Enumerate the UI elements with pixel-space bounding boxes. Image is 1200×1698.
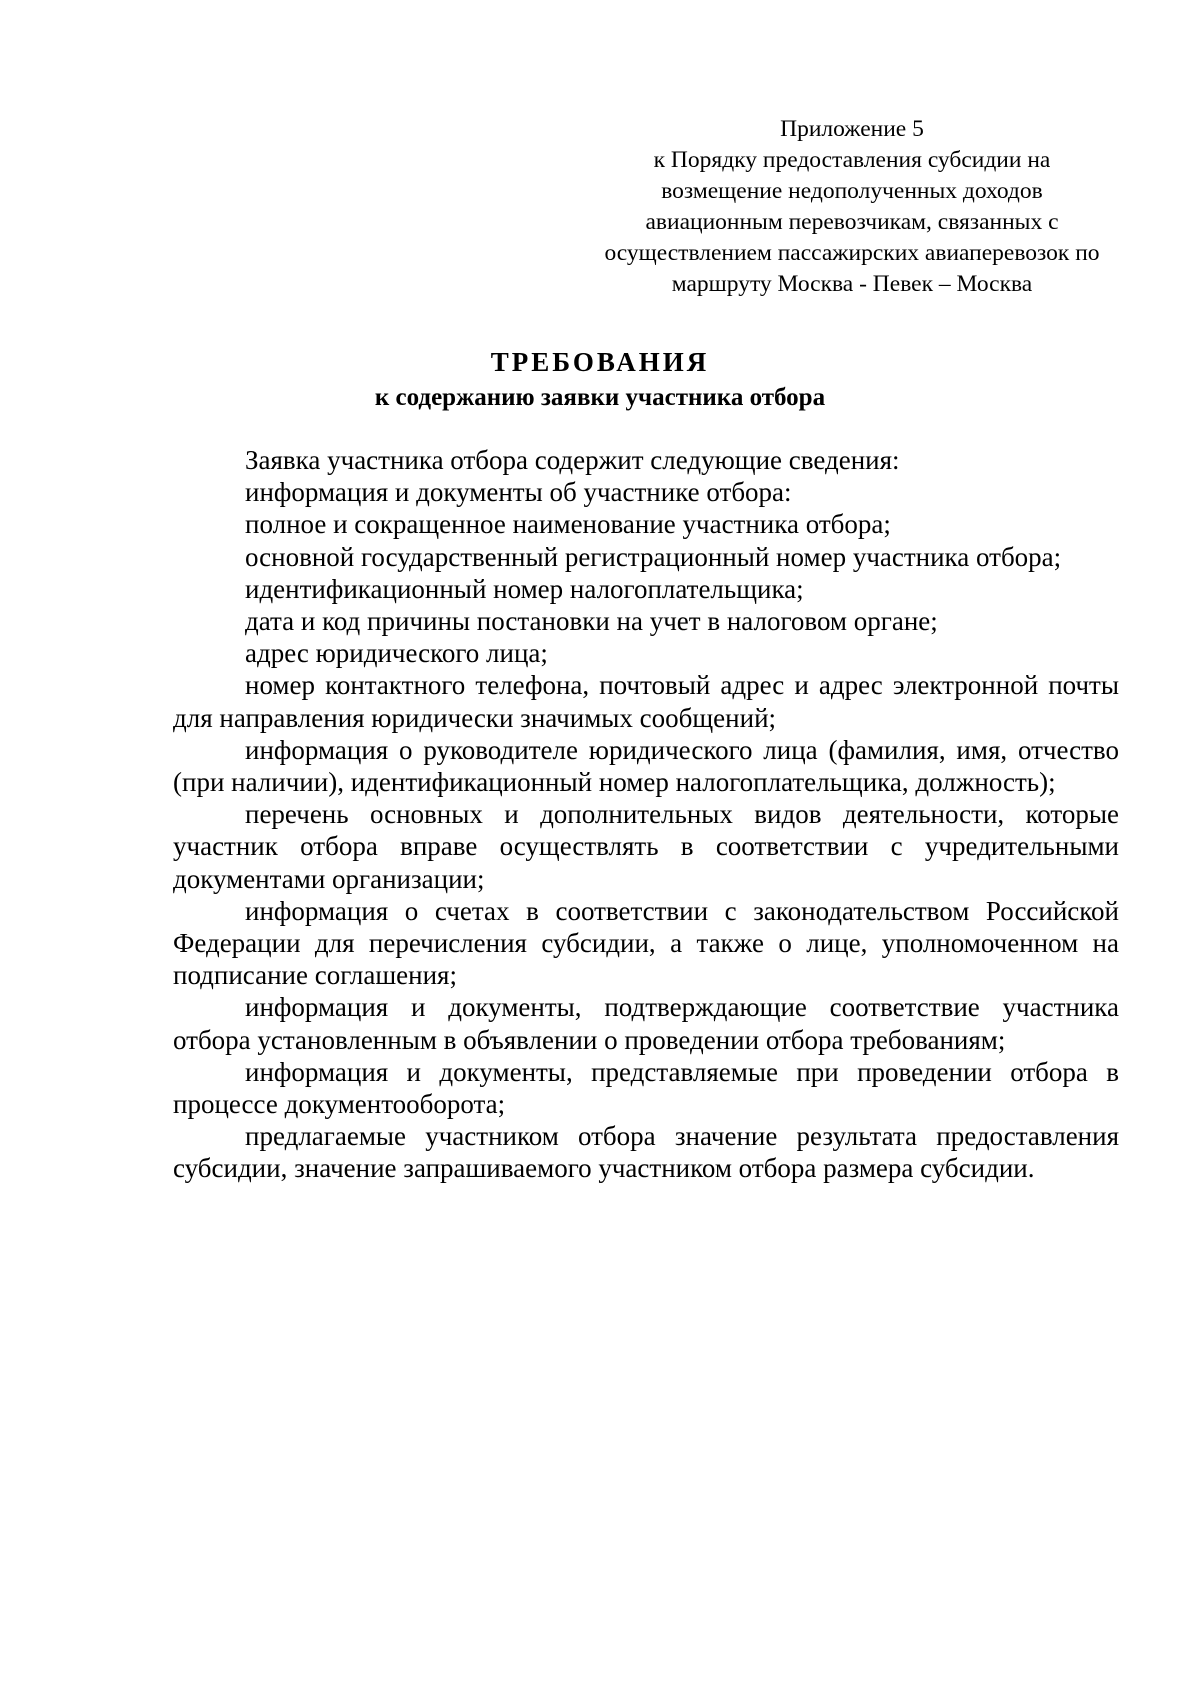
appendix-line: к Порядку предоставления субсидии на xyxy=(653,147,1051,173)
body-paragraph: перечень основных и дополнительных видов деятельности, которые участник отбора вправе осуществлять в соответствии с учредительными документами организации; xyxy=(173,799,1119,894)
body-paragraph: предлагаемые участником отбора значение результата предоставления субсидии, значение запрашиваемого участником отбора размера субсидии. xyxy=(173,1121,1119,1184)
body-paragraph: Заявка участника отбора содержит следующие сведения: xyxy=(245,445,900,475)
body-paragraph: дата и код причины постановки на учет в налоговом органе; xyxy=(245,606,938,637)
body-paragraph: полное и сокращенное наименование участника отбора; xyxy=(245,509,891,540)
document-heading xyxy=(320,344,880,416)
body-paragraph: информация о руководителе юридического лица (фамилия, имя, отчество (при наличии), идентификационный номер налогоплательщика, должность); xyxy=(173,734,1119,798)
body-paragraph: идентификационный номер налогоплательщика; xyxy=(245,573,804,604)
body-paragraph: информация и документы, представляемые при проведении отбора в процессе документооборота; xyxy=(173,1056,1119,1120)
body-paragraph: адрес юридического лица; xyxy=(245,638,548,669)
body-paragraph: информация и документы об участнике отбора: xyxy=(245,477,792,508)
document-title: ТРЕБОВАНИЯ xyxy=(490,347,710,377)
appendix-line: возмещение недополученных доходов xyxy=(661,178,1043,204)
body-paragraph: информация о счетах в соответствии с законодательством Российской Федерации для перечисления субсидии, а также о лице, уполномоченном на подписание соглашения; xyxy=(173,895,1119,991)
appendix-note xyxy=(584,114,1120,300)
appendix-line: авиационным перевозчикам, связанных с xyxy=(645,209,1059,235)
body-paragraph: информация и документы, подтверждающие соответствие участника отбора установленным в объявлении о проведении отбора требованиям; xyxy=(173,992,1119,1055)
document-body xyxy=(173,444,1119,1185)
appendix-line: осуществлением пассажирских авиаперевозок по xyxy=(604,240,1100,266)
body-paragraph: номер контактного телефона, почтовый адрес и адрес электронной почты для направления юридически значимых сообщений; xyxy=(173,670,1119,733)
document-subtitle: к содержанию заявки участника отбора xyxy=(374,384,826,411)
appendix-line: маршруту Москва - Певек – Москва xyxy=(671,271,1033,297)
body-paragraph: основной государственный регистрационный номер участника отбора; xyxy=(245,541,1062,572)
appendix-line: Приложение 5 xyxy=(780,116,924,142)
